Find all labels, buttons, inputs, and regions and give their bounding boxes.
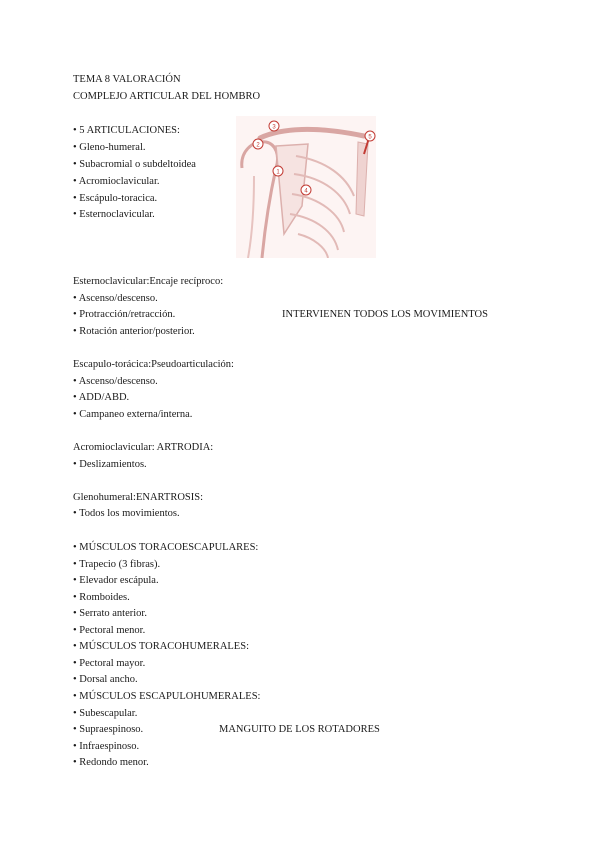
list-item: • Pectoral mayor.	[73, 658, 146, 669]
glenohumeral-heading: Glenohumeral:ENARTROSIS:	[73, 492, 204, 503]
list-item: • Esternoclavicular.	[73, 209, 155, 220]
list-item: • Pectoral menor.	[73, 625, 146, 636]
page-title: TEMA 8 VALORACIÓN	[73, 74, 181, 85]
list-item: • Subacromial o subdeltoidea	[73, 159, 196, 170]
list-item: • Trapecio (3 fibras).	[73, 559, 161, 570]
shoulder-skeleton-illustration	[236, 116, 376, 258]
toracoescapulares-heading: • MÚSCULOS TORACOESCAPULARES:	[73, 542, 259, 553]
movements-note: INTERVIENEN TODOS LOS MOVIMIENTOS	[282, 309, 488, 320]
list-item: • Ascenso/descenso.	[73, 376, 158, 387]
list-item: • Serrato anterior.	[73, 608, 147, 619]
list-item: • Rotación anterior/posterior.	[73, 326, 195, 337]
figure-label: 3	[272, 124, 276, 131]
list-item: • Redondo menor.	[73, 757, 149, 768]
list-item: • Supraespinoso.	[73, 724, 144, 735]
list-item: • Subescapular.	[73, 708, 138, 719]
acromioclavicular-heading: Acromioclavicular: ARTRODIA:	[73, 442, 214, 453]
list-item: • Dorsal ancho.	[73, 674, 138, 685]
figure-label: 2	[256, 142, 260, 149]
list-item: • Campaneo externa/interna.	[73, 409, 193, 420]
list-item: • Todos los movimientos.	[73, 508, 180, 519]
figure-label: 4	[304, 188, 308, 195]
figure-label: 5	[368, 134, 372, 141]
list-item: • Protracción/retracción.	[73, 309, 176, 320]
list-item: • Romboides.	[73, 592, 130, 603]
list-item: • Infraespinoso.	[73, 741, 140, 752]
list-item: • Elevador escápula.	[73, 575, 159, 586]
escapulohumerales-heading: • MÚSCULOS ESCAPULOHUMERALES:	[73, 691, 261, 702]
rotator-cuff-note: MANGUITO DE LOS ROTADORES	[219, 724, 380, 735]
articulaciones-heading: • 5 ARTICULACIONES:	[73, 125, 180, 136]
list-item: • Gleno-humeral.	[73, 142, 146, 153]
list-item: • ADD/ABD.	[73, 392, 130, 403]
esternoclavicular-heading: Esternoclavicular:Encaje recíproco:	[73, 276, 224, 287]
escapulotoracica-heading: Escapulo-torácica:Pseudoarticulación:	[73, 359, 234, 370]
toracohumerales-heading: • MÚSCULOS TORACOHUMERALES:	[73, 641, 249, 652]
list-item: • Acromioclavicular.	[73, 176, 160, 187]
list-item: • Escápulo-toracica.	[73, 193, 158, 204]
figure-label: 1	[276, 169, 280, 176]
list-item: • Ascenso/descenso.	[73, 293, 158, 304]
page-subtitle: COMPLEJO ARTICULAR DEL HOMBRO	[73, 91, 261, 102]
list-item: • Deslizamientos.	[73, 459, 147, 470]
